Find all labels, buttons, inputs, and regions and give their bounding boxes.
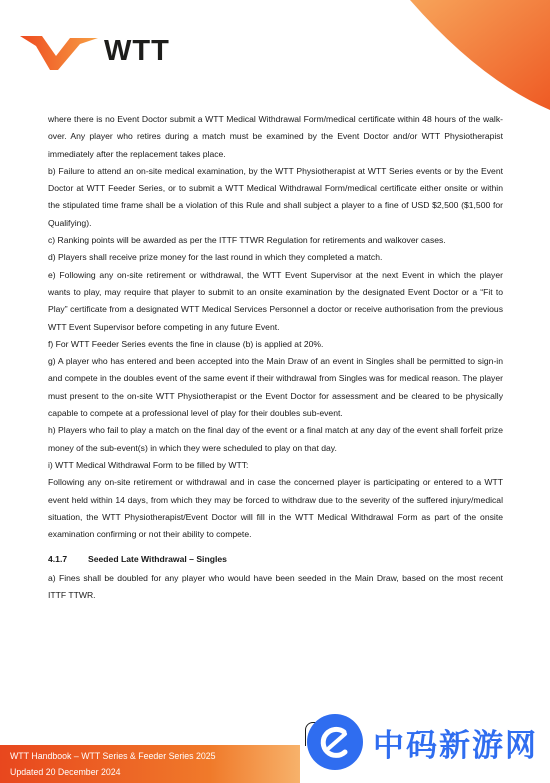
footer-bar	[0, 745, 300, 783]
footer-title: WTT Handbook – WTT Series & Feeder Series 2025	[10, 751, 216, 761]
section-heading	[48, 551, 503, 568]
paragraph: a) Fines shall be doubled for any player who would have been seeded in the Main Draw, based on the most recent ITTF TTWR.	[48, 572, 503, 601]
corner-decoration	[400, 0, 550, 110]
paragraph: f) For WTT Feeder Series events the fine in clause (b) is applied at 20%.	[48, 338, 324, 349]
logo-text: WTT	[104, 34, 170, 67]
paragraph: g) A player who has entered and been accepted into the Main Draw of an event in Singles shall be permitted to sign-in and compete in the doubles event of the same event if their withdrawal from Singles was for medical reason. The player must present to the on-site WTT Physiotherapist or the Event Doctor for assessment and be cleared to be physically capable to compete at a professional level of play for their doubles sub-event.	[48, 356, 503, 419]
section-number: 4.1.7	[48, 554, 68, 565]
paragraph: i) WTT Medical Withdrawal Form to be filled by WTT:	[48, 459, 249, 470]
watermark-text: 中码新游网	[373, 727, 538, 764]
watermark-logo-icon	[307, 714, 363, 770]
paragraph: d) Players shall receive prize money for the last round in which they completed a match.	[48, 252, 383, 263]
paragraph: h) Players who fail to play a match on the final day of the event or a final match at any day of the event shall forfeit prize money of the sub-event(s) in which they were scheduled to play on that day.	[48, 425, 503, 453]
paragraph: b) Failure to attend an on-site medical examination, by the WTT Physiotherapist at WTT Series events or by the Event Doctor at WTT Feeder Series, or to submit a WTT Medical Withdrawal Form/medical certificate either onsite or within the stipulated time frame shall be a violation of this Rule and shall subject a player to a fine of USD $2,500 ($1,500 for Qualifying).	[48, 165, 503, 228]
paragraph: e) Following any on-site retirement or withdrawal, the WTT Event Supervisor at the next Event in which the player wants to play, may require that player to submit to an onsite examination by the designated Event Doctor or a “Fit to Play” certificate from a designated WTT Medical Services Personnel a doctor or receive authorisation from the previous WTT Event Supervisor before competing in any future Event.	[48, 269, 503, 332]
paragraph: c) Ranking points will be awarded as per the ITTF TTWR Regulation for retirements and walkover cases.	[48, 235, 446, 246]
section-title: Seeded Late Withdrawal – Singles	[88, 554, 227, 565]
paragraph: Following any on-site retirement or withdrawal and in case the concerned player is participating or entered to a WTT event held within 14 days, from which they may be forced to withdraw due to the severity of the suffered injury/medical situation, the WTT Physiotherapist/Event Doctor will fill in the WTT Medical Withdrawal Form as part of the onsite examination confirming or not their ability to compete.	[48, 477, 503, 540]
wtt-logo-mark-icon	[20, 30, 100, 72]
wtt-logo	[20, 30, 170, 72]
page-body	[48, 111, 503, 604]
watermark	[307, 714, 538, 770]
footer-date: Updated 20 December 2024	[10, 767, 121, 777]
paragraph: where there is no Event Doctor submit a WTT Medical Withdrawal Form/medical certificate within 48 hours of the walk-over. Any player who retires during a match must be examined by the Event Doctor and/or WTT Physiotherapist immediately after the replacement takes place.	[48, 114, 503, 159]
